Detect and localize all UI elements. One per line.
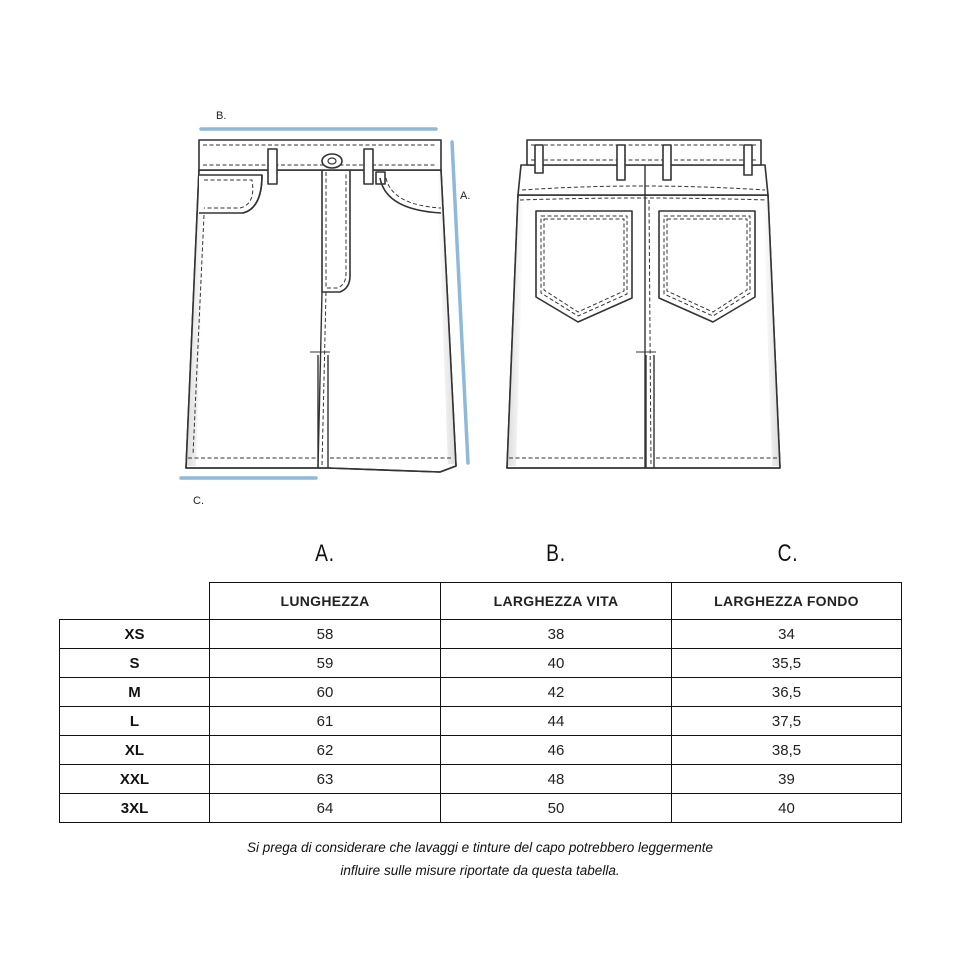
front-belt-loop [268, 149, 277, 184]
back-waistband [527, 140, 761, 165]
value-cell: 38 [441, 620, 672, 649]
value-cell: 40 [441, 649, 672, 678]
value-cell: 40 [672, 794, 902, 823]
value-cell: 37,5 [672, 707, 902, 736]
column-letter-a: A. [315, 540, 335, 567]
table-row [60, 765, 902, 794]
value-cell: 34 [672, 620, 902, 649]
measure-label-a: A. [460, 190, 471, 202]
back-belt-loop [617, 145, 625, 180]
back-belt-loop [535, 145, 543, 173]
front-belt-loop [364, 149, 373, 184]
value-cell: 38,5 [672, 736, 902, 765]
column-letter-b: B. [546, 540, 566, 567]
size-cell: L [60, 707, 210, 736]
table-row [60, 707, 902, 736]
value-cell: 64 [210, 794, 441, 823]
value-cell: 35,5 [672, 649, 902, 678]
value-cell: 39 [672, 765, 902, 794]
size-cell: 3XL [60, 794, 210, 823]
back-belt-loop [744, 145, 752, 175]
measure-label-c: C. [193, 495, 204, 507]
table-header-row [60, 583, 902, 620]
size-table [59, 582, 902, 823]
front-view [186, 140, 456, 472]
back-view [507, 140, 780, 468]
table-row [60, 678, 902, 707]
table-row [60, 620, 902, 649]
header-larghezza-vita: LARGHEZZA VITA [441, 583, 672, 620]
size-cell: S [60, 649, 210, 678]
measure-label-b: B. [216, 110, 227, 122]
column-letter-c: C. [777, 540, 799, 567]
size-cell: XL [60, 736, 210, 765]
value-cell: 44 [441, 707, 672, 736]
size-cell: XS [60, 620, 210, 649]
value-cell: 59 [210, 649, 441, 678]
back-belt-loop [663, 145, 671, 180]
value-cell: 62 [210, 736, 441, 765]
value-cell: 60 [210, 678, 441, 707]
header-larghezza-fondo: LARGHEZZA FONDO [672, 583, 902, 620]
value-cell: 42 [441, 678, 672, 707]
table-row [60, 736, 902, 765]
value-cell: 50 [441, 794, 672, 823]
disclaimer-line-2: influire sulle misure riportate da questa tabella. [340, 863, 620, 878]
value-cell: 46 [441, 736, 672, 765]
header-lunghezza: LUNGHEZZA [210, 583, 441, 620]
table-row [60, 794, 902, 823]
back-yoke [518, 165, 768, 195]
value-cell: 61 [210, 707, 441, 736]
size-cell: M [60, 678, 210, 707]
disclaimer-line-1: Si prega di considerare che lavaggi e tinture del capo potrebbero leggermente [246, 840, 714, 855]
value-cell: 36,5 [672, 678, 902, 707]
header-blank-cell [60, 583, 210, 620]
value-cell: 48 [441, 765, 672, 794]
size-cell: XXL [60, 765, 210, 794]
value-cell: 63 [210, 765, 441, 794]
value-cell: 58 [210, 620, 441, 649]
table-row [60, 649, 902, 678]
